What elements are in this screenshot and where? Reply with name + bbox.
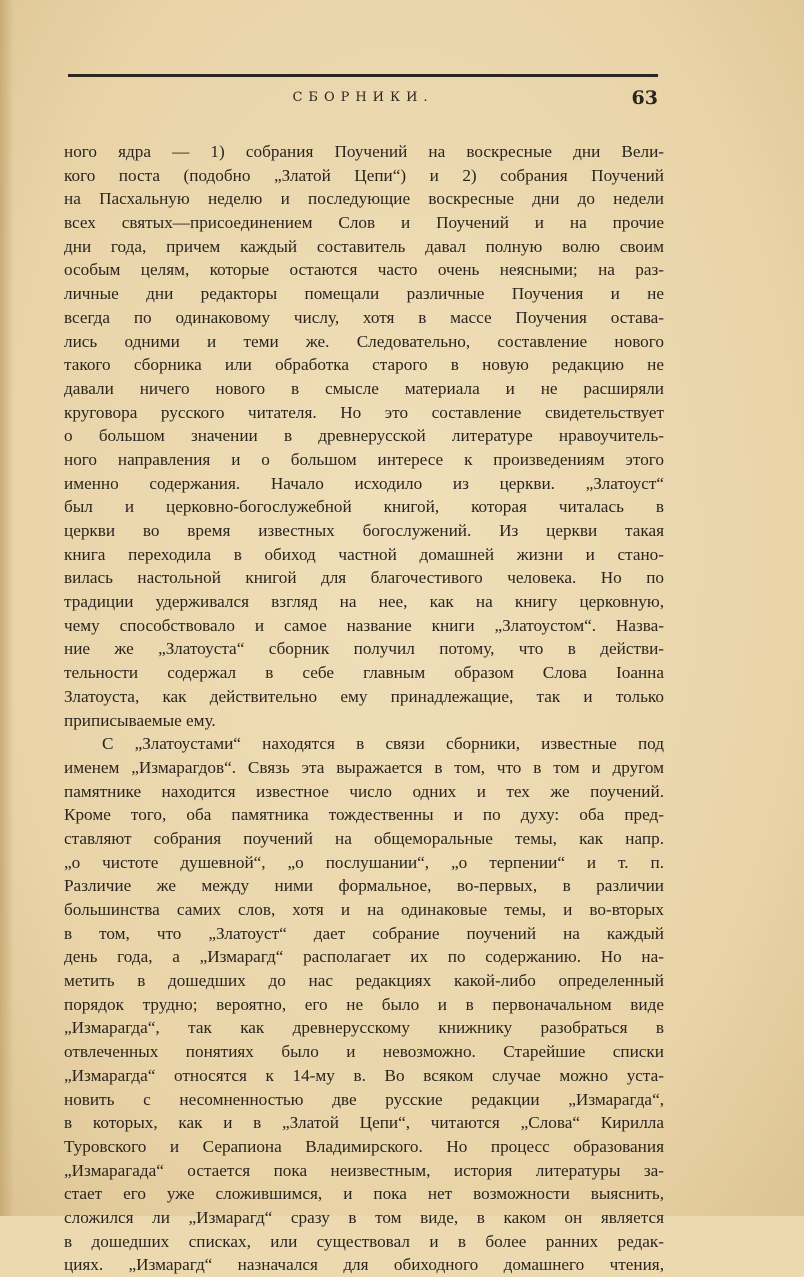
text-line: лись одними и теми же. Следовательно, составление нового (64, 331, 664, 351)
text-line: сложился ли „Измарагд“ сразу в том виде, в каком он является (64, 1207, 664, 1227)
text-line: ние же „Златоуста“ сборник получил потому, что в действи- (64, 639, 664, 659)
text-line: большинства самих слов, хотя и на одинаковые темы, и во-вторых (64, 900, 664, 919)
text-line: о большом значении в древнерусской литературе нравоучитель- (64, 426, 664, 446)
text-line: „Измарагда“, так как древнерусскому книжнику разобраться в (64, 1018, 664, 1038)
text-line: Различие же между ними формальное, во-первых, в различии (64, 876, 664, 896)
text-line: особым целям, которые остаются часто очень неясными; на раз- (64, 260, 664, 280)
text-line: памятнике находится известное число одних и тех же поучений. (64, 781, 664, 801)
text-line: такого сборника или обработка старого в новую редакцию не (64, 355, 664, 375)
paragraph-start-line: С „Златоустами“ находятся в связи сборники, известные под (102, 734, 664, 754)
text-line: Кроме того, оба памятника тождественны и по духу: оба пред- (64, 805, 664, 825)
text-line: всегда по одинаковому числу, хотя в массе Поучения остава- (64, 307, 664, 327)
text-line: в том, что „Златоуст“ дает собрание поучений на каждый (64, 923, 664, 943)
text-line: на Пасхальную неделю и последующие воскресные дни до недели (64, 189, 664, 209)
text-line: ставляют собрания поучений на общеморальные темы, как напр. (64, 828, 664, 848)
text-line: „о чистоте душевной“, „о послушании“, „о терпении“ и т. п. (64, 852, 664, 872)
text-line: „Измарагада“ остается пока неизвестным, история литературы за- (64, 1160, 664, 1180)
text-line: Туровского и Серапиона Владимирского. Но процесс образования (64, 1136, 664, 1156)
header-rule (68, 74, 658, 77)
body-text (64, 140, 664, 1277)
text-line: книга переходила в обиход частной домашней жизни и стано- (64, 544, 664, 564)
paragraph-end-line: приписываемые ему. (64, 710, 216, 730)
text-line: в дошедших списках, или существовал и в более ранних редак- (64, 1231, 664, 1251)
text-line: метить в дошедших до нас редакциях какой-либо определенный (64, 971, 664, 991)
text-line: вилась настольной книгой для благочестивого человека. Но по (64, 568, 664, 588)
text-line: именно содержания. Начало исходило из церкви. „Златоуст“ (64, 473, 664, 493)
text-line: традиции удерживался взгляд на нее, как на книгу церковную, (64, 592, 664, 612)
text-line: тельности содержал в себе главным образом Слова Іоанна (64, 663, 664, 683)
text-line: стает его уже сложившимся, и пока нет возможности выяснить, (64, 1184, 664, 1204)
text-line: день года, а „Измарагд“ располагает их по содержанию. Но на- (64, 947, 664, 967)
text-line: всех святых—присоединением Слов и Поучений и на прочие (64, 213, 664, 233)
text-line: порядок трудно; вероятно, его не было и в первоначальном виде (64, 994, 664, 1014)
running-title: СБОРНИКИ. (292, 90, 434, 105)
text-line: ного направления и о большом интересе к произведениям этого (64, 449, 664, 469)
text-line: личные дни редакторы помещали различные Поучения и не (64, 284, 664, 304)
text-line: „Измарагда“ относятся к 14-му в. Во всяком случае можно уста- (64, 1065, 664, 1085)
text-line: давали ничего нового в смысле материала и не расширяли (64, 378, 664, 398)
text-line: новить с несомненностью две русские редакции „Измарагда“, (64, 1089, 664, 1109)
text-line: дни года, причем каждый составитель давал полную волю своим (64, 236, 664, 256)
text-line: именем „Измарагдов“. Связь эта выражается в том, что в том и другом (64, 757, 664, 777)
spine-shadow (0, 0, 14, 1216)
text-line: в которых, как и в „Златой Цепи“, читаются „Слова“ Кирилла (64, 1113, 664, 1133)
page-number: 63 (631, 87, 658, 109)
text-line: круговора русского читателя. Но это составление свидетельствует (64, 402, 664, 422)
text-line: церкви во время известных богослужений. Из церкви такая (64, 521, 664, 540)
text-line: ного ядра — 1) собрания Поучений на воскресные дни Вели- (64, 142, 664, 161)
text-line: Златоуста, как действительно ему принадлежащие, так и только (64, 686, 664, 706)
text-line: чему способствовало и самое название книги „Златоустом“. Назва- (64, 615, 664, 635)
text-line: был и церковно-богослужебной книгой, которая читалась в (64, 497, 664, 517)
text-line: отвлеченных понятиях было и невозможно. Старейшие списки (64, 1042, 664, 1062)
running-head (68, 86, 658, 110)
text-line: циях. „Измарагд“ назначался для обиходного домашнего чтения, (64, 1255, 664, 1275)
text-line: кого поста (подобно „Златой Цепи“) и 2) собрания Поучений (64, 165, 664, 185)
